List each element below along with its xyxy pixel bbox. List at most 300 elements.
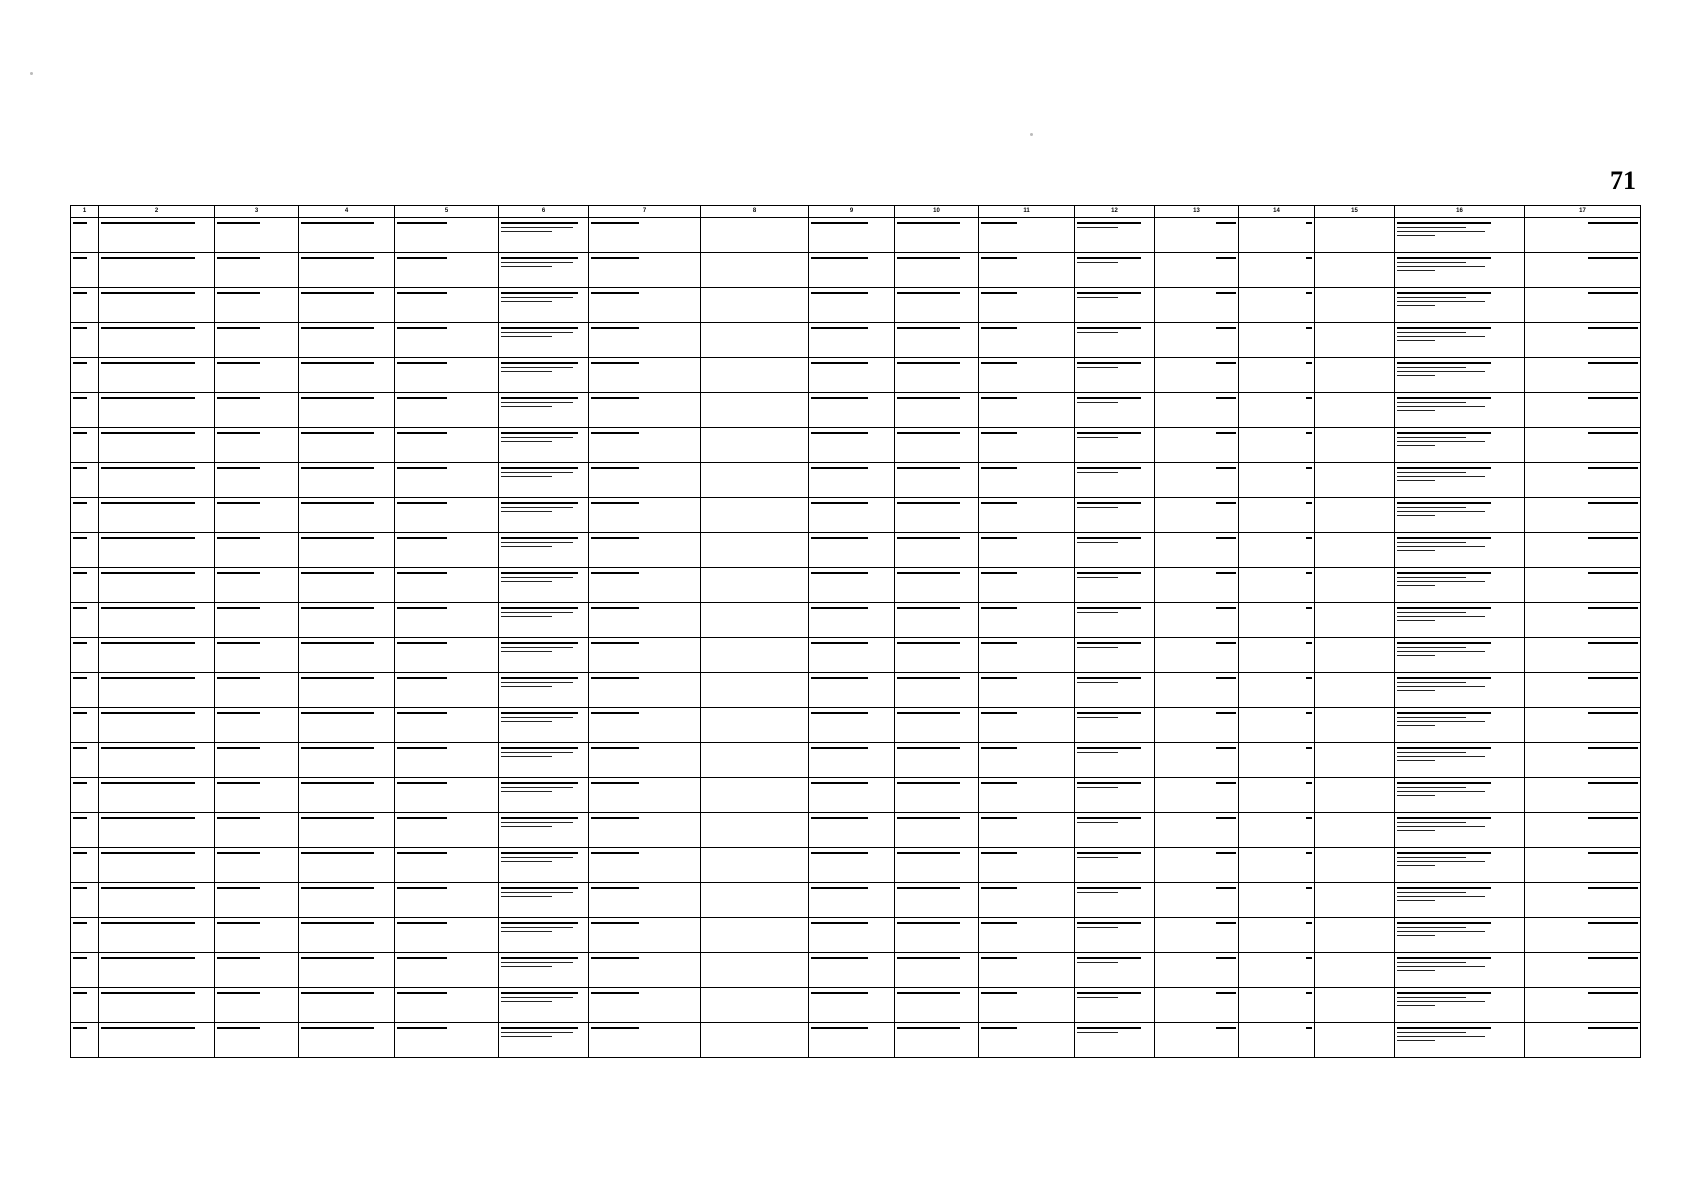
illegible-text-stroke [811,922,868,924]
illegible-text-stroke [501,931,552,932]
table-cell [895,1023,979,1058]
table-cell [895,953,979,988]
table-cell [71,393,99,428]
table-cell [499,323,589,358]
illegible-text-stroke [101,887,195,889]
table-cell [1525,358,1641,393]
illegible-text-stroke [501,507,573,508]
illegible-text-stroke [397,607,447,609]
illegible-text-stroke [1077,222,1141,224]
table-row [71,568,1641,603]
table-cell [499,813,589,848]
table-cell [299,848,395,883]
illegible-text-stroke [1397,616,1485,617]
table-cell [1315,918,1395,953]
illegible-text-stroke [217,502,260,504]
table-cell [1525,638,1641,673]
illegible-text-stroke [73,852,87,854]
illegible-text-stroke [1216,677,1236,679]
table-cell [1525,743,1641,778]
illegible-text-stroke [217,782,260,784]
table-cell [1395,428,1525,463]
illegible-text-stroke [1397,997,1466,998]
illegible-text-stroke [397,1027,447,1029]
table-cell [1155,253,1239,288]
illegible-text-stroke [301,362,374,364]
illegible-text-stroke [1216,537,1236,539]
illegible-text-stroke [1588,502,1638,504]
illegible-text-stroke [397,817,447,819]
column-number-15: 15 [1315,206,1395,218]
illegible-text-stroke [1397,1027,1491,1029]
table-cell [809,498,895,533]
table-cell [589,848,701,883]
illegible-text-stroke [1588,677,1638,679]
table-cell [215,463,299,498]
table-cell [1525,393,1641,428]
table-cell [979,883,1075,918]
illegible-text-stroke [73,467,87,469]
illegible-text-stroke [1216,782,1236,784]
table-cell [895,743,979,778]
illegible-text-stroke [811,1027,868,1029]
illegible-text-stroke [397,292,447,294]
illegible-text-stroke [1216,712,1236,714]
table-cell [499,533,589,568]
table-cell [589,253,701,288]
illegible-text-stroke [1306,467,1312,469]
table-cell [1239,603,1315,638]
table-cell [99,428,215,463]
illegible-text-stroke [1397,612,1466,613]
table-cell [1525,428,1641,463]
illegible-text-stroke [1397,962,1466,963]
illegible-text-stroke [1588,852,1638,854]
table-cell [1395,253,1525,288]
illegible-text-stroke [101,852,195,854]
illegible-text-stroke [1397,900,1435,901]
table-cell [99,253,215,288]
illegible-text-stroke [1397,861,1485,862]
illegible-text-stroke [501,437,573,438]
illegible-text-stroke [217,922,260,924]
table-cell [1525,603,1641,638]
illegible-text-stroke [1306,1027,1312,1029]
table-cell [701,638,809,673]
table-cell [701,1023,809,1058]
table-cell [215,393,299,428]
illegible-text-stroke [101,397,195,399]
illegible-text-stroke [897,572,960,574]
table-cell [71,883,99,918]
table-row [71,848,1641,883]
illegible-text-stroke [1077,752,1118,753]
table-cell [299,463,395,498]
table-cell [589,218,701,253]
illegible-text-stroke [1397,607,1491,609]
table-cell [499,918,589,953]
illegible-text-stroke [1077,712,1141,714]
table-cell [589,463,701,498]
table-cell [99,918,215,953]
illegible-text-stroke [1588,257,1638,259]
illegible-text-stroke [1397,550,1435,551]
illegible-text-stroke [1397,721,1485,722]
illegible-text-stroke [981,432,1017,434]
illegible-text-stroke [397,572,447,574]
table-cell [395,953,499,988]
illegible-text-stroke [73,642,87,644]
illegible-text-stroke [1588,607,1638,609]
illegible-text-stroke [897,852,960,854]
table-cell [979,673,1075,708]
illegible-text-stroke [501,577,573,578]
table-cell [499,778,589,813]
table-cell [299,498,395,533]
table-cell [215,533,299,568]
illegible-text-stroke [217,222,260,224]
illegible-text-stroke [1397,717,1466,718]
illegible-text-stroke [1397,406,1485,407]
illegible-text-stroke [1077,297,1118,298]
table-cell [299,428,395,463]
table-cell [895,498,979,533]
illegible-text-stroke [301,327,374,329]
table-row [71,883,1641,918]
illegible-text-stroke [501,962,573,963]
table-cell [499,638,589,673]
table-cell [979,603,1075,638]
illegible-text-stroke [73,992,87,994]
table-cell [299,253,395,288]
illegible-text-stroke [101,817,195,819]
illegible-text-stroke [1588,712,1638,714]
illegible-text-stroke [1216,257,1236,259]
illegible-text-stroke [73,677,87,679]
table-cell [701,603,809,638]
illegible-text-stroke [101,747,195,749]
table-cell [589,743,701,778]
table-cell [1315,883,1395,918]
illegible-text-stroke [1397,340,1435,341]
illegible-text-stroke [1588,537,1638,539]
illegible-text-stroke [1588,782,1638,784]
table-cell [1315,603,1395,638]
table-cell [1315,708,1395,743]
illegible-text-stroke [73,922,87,924]
table-cell [1075,1023,1155,1058]
illegible-text-stroke [591,887,639,889]
illegible-text-stroke [1216,992,1236,994]
table-cell [71,988,99,1023]
table-row [71,358,1641,393]
illegible-text-stroke [1306,922,1312,924]
illegible-text-stroke [1216,852,1236,854]
illegible-text-stroke [217,817,260,819]
table-cell [1239,918,1315,953]
table-cell [1075,778,1155,813]
illegible-text-stroke [1077,857,1118,858]
illegible-text-stroke [1397,336,1485,337]
illegible-text-stroke [811,432,868,434]
illegible-text-stroke [301,922,374,924]
table-cell [299,323,395,358]
table-cell [1075,708,1155,743]
table-cell [299,218,395,253]
table-cell [979,778,1075,813]
illegible-text-stroke [1397,432,1491,434]
illegible-text-stroke [1397,647,1466,648]
illegible-text-stroke [1588,887,1638,889]
illegible-text-stroke [1397,887,1491,889]
illegible-text-stroke [73,292,87,294]
illegible-text-stroke [501,231,552,232]
illegible-text-stroke [501,297,573,298]
illegible-text-stroke [811,467,868,469]
illegible-text-stroke [1077,542,1118,543]
table-cell [589,883,701,918]
illegible-text-stroke [397,852,447,854]
illegible-text-stroke [1306,607,1312,609]
illegible-text-stroke [501,402,573,403]
illegible-text-stroke [501,957,578,959]
illegible-text-stroke [1077,1027,1141,1029]
illegible-text-stroke [1306,817,1312,819]
table-cell [1315,743,1395,778]
table-cell [99,848,215,883]
illegible-text-stroke [981,852,1017,854]
table-cell [71,953,99,988]
illegible-text-stroke [101,432,195,434]
illegible-text-stroke [591,327,639,329]
illegible-text-stroke [981,397,1017,399]
illegible-text-stroke [501,336,552,337]
table-cell [1239,358,1315,393]
table-cell [979,568,1075,603]
illegible-text-stroke [1397,476,1485,477]
illegible-text-stroke [217,852,260,854]
table-cell [299,393,395,428]
illegible-text-stroke [217,992,260,994]
illegible-text-stroke [501,227,573,228]
table-cell [395,918,499,953]
illegible-text-stroke [1306,572,1312,574]
illegible-text-stroke [591,992,639,994]
table-cell [701,323,809,358]
illegible-text-stroke [1306,362,1312,364]
illegible-text-stroke [301,852,374,854]
illegible-text-stroke [1397,515,1435,516]
table-cell [1155,498,1239,533]
table-cell [1525,953,1641,988]
illegible-text-stroke [1077,292,1141,294]
illegible-text-stroke [101,292,195,294]
table-cell [979,393,1075,428]
table-cell [1525,848,1641,883]
table-cell [809,848,895,883]
illegible-text-stroke [101,607,195,609]
illegible-text-stroke [501,717,573,718]
table-cell [71,1023,99,1058]
table-cell [979,848,1075,883]
table-cell [1525,323,1641,358]
table-cell [1075,953,1155,988]
table-cell [979,953,1075,988]
table-cell [589,393,701,428]
illegible-text-stroke [1397,577,1466,578]
table-cell [809,743,895,778]
illegible-text-stroke [501,266,552,267]
table-cell [979,498,1075,533]
illegible-text-stroke [217,362,260,364]
column-number-3: 3 [215,206,299,218]
table-cell [1155,358,1239,393]
illegible-text-stroke [73,817,87,819]
table-row [71,673,1641,708]
table-cell [215,813,299,848]
table-cell [1239,638,1315,673]
illegible-text-stroke [1077,957,1141,959]
table-cell [1525,533,1641,568]
illegible-text-stroke [101,222,195,224]
table-cell [979,988,1075,1023]
illegible-text-stroke [501,927,573,928]
table-cell [1315,428,1395,463]
illegible-text-stroke [1397,760,1435,761]
column-number-4: 4 [299,206,395,218]
table-cell [71,848,99,883]
table-cell [1155,883,1239,918]
illegible-text-stroke [73,362,87,364]
illegible-text-stroke [1588,397,1638,399]
illegible-text-stroke [101,992,195,994]
table-cell [895,673,979,708]
table-row [71,813,1641,848]
table-cell [1239,253,1315,288]
illegible-text-stroke [1397,892,1466,893]
table-cell [1315,568,1395,603]
illegible-text-stroke [73,607,87,609]
table-cell [99,1023,215,1058]
illegible-text-stroke [1077,327,1141,329]
illegible-text-stroke [217,537,260,539]
table-cell [1525,673,1641,708]
illegible-text-stroke [397,782,447,784]
illegible-text-stroke [1397,747,1491,749]
illegible-text-stroke [1588,327,1638,329]
illegible-text-stroke [811,747,868,749]
illegible-text-stroke [591,957,639,959]
illegible-text-stroke [1077,257,1141,259]
table-cell [895,813,979,848]
table-cell [979,708,1075,743]
illegible-text-stroke [1397,537,1491,539]
table-cell [1239,288,1315,323]
table-row [71,533,1641,568]
table-cell [1395,708,1525,743]
illegible-text-stroke [1216,922,1236,924]
table-cell [71,743,99,778]
illegible-text-stroke [501,647,573,648]
table-cell [589,708,701,743]
illegible-text-stroke [1397,297,1466,298]
column-number-17: 17 [1525,206,1641,218]
illegible-text-stroke [217,712,260,714]
illegible-text-stroke [1077,397,1141,399]
illegible-text-stroke [591,782,639,784]
illegible-text-stroke [1397,957,1491,959]
illegible-text-stroke [1397,690,1435,691]
table-cell [99,673,215,708]
illegible-text-stroke [73,257,87,259]
table-cell [1239,393,1315,428]
illegible-text-stroke [1216,432,1236,434]
table-cell [809,393,895,428]
table-cell [1075,743,1155,778]
illegible-text-stroke [897,607,960,609]
table-cell [215,638,299,673]
illegible-text-stroke [301,1027,374,1029]
illegible-text-stroke [101,257,195,259]
illegible-text-stroke [1397,292,1491,294]
table-cell [1155,393,1239,428]
table-cell [809,883,895,918]
table-cell [215,988,299,1023]
table-cell [1155,708,1239,743]
illegible-text-stroke [1077,402,1118,403]
illegible-text-stroke [981,362,1017,364]
table-cell [1315,323,1395,358]
illegible-text-stroke [397,257,447,259]
illegible-text-stroke [591,852,639,854]
illegible-text-stroke [1397,262,1466,263]
illegible-text-stroke [981,992,1017,994]
table-cell [1395,393,1525,428]
illegible-text-stroke [301,817,374,819]
table-cell [1239,743,1315,778]
table-cell [1239,323,1315,358]
table-cell [1075,358,1155,393]
table-cell [1075,533,1155,568]
table-cell [299,988,395,1023]
illegible-text-stroke [1306,712,1312,714]
table-cell [1315,253,1395,288]
illegible-text-stroke [73,1027,87,1029]
table-cell [1315,848,1395,883]
table-cell [1525,498,1641,533]
illegible-text-stroke [301,642,374,644]
illegible-text-stroke [897,992,960,994]
illegible-text-stroke [501,441,552,442]
table-cell [979,1023,1075,1058]
illegible-text-stroke [1397,791,1485,792]
illegible-text-stroke [1588,747,1638,749]
column-number-1: 1 [71,206,99,218]
table-cell [589,813,701,848]
table-cell [299,568,395,603]
illegible-text-stroke [1397,817,1491,819]
illegible-text-stroke [1397,1040,1435,1041]
table-cell [895,463,979,498]
illegible-text-stroke [73,957,87,959]
illegible-text-stroke [1306,677,1312,679]
table-cell [1155,988,1239,1023]
illegible-text-stroke [591,362,639,364]
table-cell [1525,778,1641,813]
table-cell [895,358,979,393]
illegible-text-stroke [501,997,573,998]
illegible-text-stroke [897,712,960,714]
